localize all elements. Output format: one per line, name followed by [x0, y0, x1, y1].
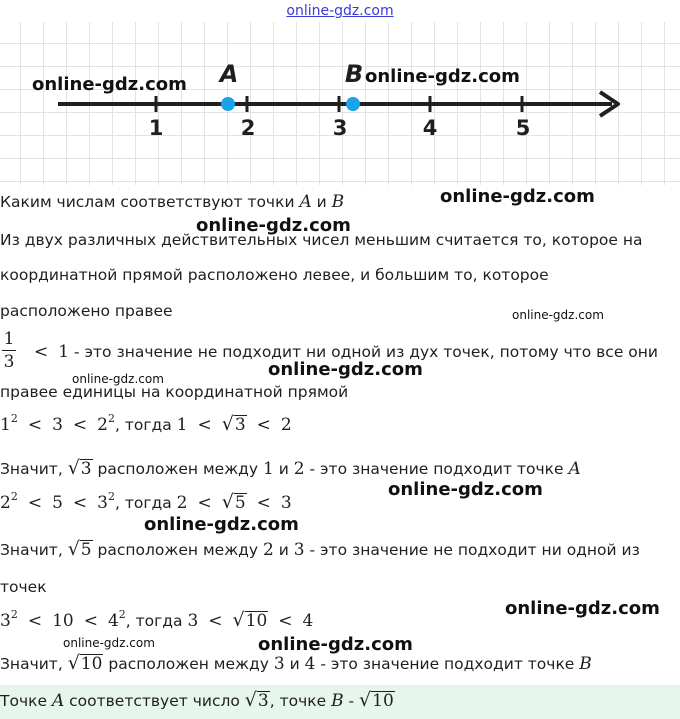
exponent: 2	[107, 412, 115, 425]
value: 1	[263, 459, 274, 479]
point-b-label: B	[344, 60, 364, 88]
point-b-ref: B	[331, 192, 345, 212]
step1-text: - это значение не подходит ни одной из дух точек, потому что все они	[69, 343, 658, 361]
radicand: 10	[372, 691, 394, 711]
lt-sign: <	[208, 611, 223, 631]
lt-sign: <	[256, 415, 271, 435]
point-ref: B	[331, 691, 344, 711]
value: 5	[52, 493, 63, 513]
radicand: 3	[80, 459, 92, 479]
value: 4	[304, 654, 316, 674]
question-text: Каким числам соответствуют точки	[0, 193, 300, 211]
fraction-one-third	[2, 328, 16, 373]
value: 1	[176, 415, 188, 435]
text: - это значение подходит точке	[304, 460, 569, 478]
radicand: 10	[80, 654, 103, 674]
rule-line-1: Из двух различных действительных чисел меньшим считается то, которое на	[0, 231, 643, 249]
watermark: online-gdz.com	[32, 74, 187, 95]
step1-line	[24, 342, 658, 362]
lt-sign: <	[83, 611, 98, 631]
lt-sign: <	[27, 493, 43, 513]
point-ref: A	[568, 459, 581, 479]
point-ref: A	[51, 691, 65, 711]
lt-sign: <	[256, 493, 271, 513]
text: Значит,	[0, 655, 68, 673]
tick-label-5: 5	[515, 116, 531, 140]
text: -	[343, 692, 360, 710]
point-b	[346, 97, 360, 111]
sqrt-expression: √ 10	[359, 689, 394, 711]
text: и	[273, 460, 294, 478]
lt-sign: <	[72, 493, 88, 513]
base: 2	[0, 493, 11, 513]
text: Значит,	[0, 541, 68, 559]
watermark: online-gdz.com	[144, 514, 299, 535]
value: 2	[293, 459, 305, 479]
watermark: online-gdz.com	[440, 186, 595, 207]
point-ref: B	[579, 654, 592, 674]
point-a-ref: A	[299, 192, 312, 212]
base: 4	[107, 611, 119, 631]
radicand: 5	[80, 540, 92, 560]
rule-line-3: расположено правее	[0, 302, 173, 320]
exponent: 2	[10, 608, 18, 621]
lt-sign: <	[72, 415, 88, 435]
point-a	[221, 97, 235, 111]
text: расположен между	[92, 541, 263, 559]
radicand: 3	[257, 691, 269, 711]
step4-line	[0, 608, 313, 632]
step2-line	[0, 412, 292, 436]
sqrt-expression: √ 10	[67, 652, 103, 674]
then-text: , тогда	[114, 416, 177, 434]
text: - это значение подходит точке	[315, 655, 580, 673]
conclusion-3	[0, 654, 592, 675]
watermark: online-gdz.com	[63, 636, 155, 650]
lt-sign: <	[34, 342, 49, 362]
value: 3	[273, 654, 285, 674]
text: Значит,	[0, 460, 68, 478]
watermark: online-gdz.com	[196, 215, 351, 236]
text: , точке	[269, 692, 332, 710]
lt-sign: <	[27, 415, 43, 435]
fraction-numerator: 1	[3, 329, 15, 349]
value: 3	[280, 493, 292, 513]
number-line-figure	[0, 22, 680, 185]
watermark: online-gdz.com	[365, 66, 520, 87]
base: 2	[97, 415, 108, 435]
conclusion-2-line-2: точек	[0, 578, 47, 596]
fraction-denominator: 3	[3, 352, 15, 372]
point-a-label: A	[219, 60, 239, 88]
site-link[interactable]: online-gdz.com	[286, 3, 394, 19]
rule-line-2: координатной прямой расположено левее, и большим то, которое	[0, 266, 549, 284]
base: 1	[0, 415, 11, 435]
question-line	[0, 192, 344, 212]
value: 3	[293, 540, 305, 560]
radicand: 3	[234, 415, 246, 435]
conclusion-2	[0, 540, 640, 561]
answer-line	[0, 691, 395, 712]
exponent: 2	[118, 608, 126, 621]
tick-label-1: 1	[148, 116, 164, 140]
value: 3	[52, 415, 63, 435]
lt-sign: <	[27, 611, 43, 631]
step3-line	[0, 490, 292, 514]
exponent: 2	[107, 490, 115, 503]
exponent: 2	[10, 412, 18, 425]
step1-line-2: правее единицы на координатной прямой	[0, 383, 349, 401]
sqrt-expression: √ 5	[221, 491, 246, 513]
sqrt-expression: √ 3	[244, 689, 269, 711]
conjunction: и	[311, 193, 332, 211]
tick-label-2: 2	[240, 116, 256, 140]
text: расположен между	[103, 655, 274, 673]
value-one: 1	[58, 342, 70, 362]
conclusion-1	[0, 459, 581, 480]
watermark: online-gdz.com	[268, 359, 423, 380]
value: 2	[280, 415, 292, 435]
text: - это значение не подходит ни одной из	[304, 541, 640, 559]
watermark: online-gdz.com	[388, 479, 543, 500]
radicand: 10	[245, 611, 268, 631]
then-text: , тогда	[114, 494, 177, 512]
value: 10	[52, 611, 74, 631]
watermark: online-gdz.com	[512, 308, 604, 322]
watermark: online-gdz.com	[505, 598, 660, 619]
tick-label-3: 3	[332, 116, 348, 140]
text: и	[284, 655, 305, 673]
sqrt-expression: √ 5	[67, 538, 92, 560]
tick-label-4: 4	[422, 116, 438, 140]
number-line-svg	[0, 22, 680, 185]
base: 3	[97, 493, 108, 513]
then-text: , тогда	[125, 612, 188, 630]
text: расположен между	[92, 460, 263, 478]
text: и	[273, 541, 294, 559]
exponent: 2	[10, 490, 18, 503]
sqrt-expression: √ 10	[232, 609, 268, 631]
sqrt-expression: √ 3	[221, 413, 246, 435]
lt-sign: <	[197, 493, 212, 513]
lt-sign: <	[278, 611, 293, 631]
radicand: 5	[234, 493, 246, 513]
value: 4	[302, 611, 314, 631]
value: 3	[187, 611, 199, 631]
watermark: online-gdz.com	[72, 372, 164, 386]
value: 2	[263, 540, 274, 560]
watermark: online-gdz.com	[258, 634, 413, 655]
text: соответствует число	[64, 692, 245, 710]
value: 2	[176, 493, 188, 513]
base: 3	[0, 611, 11, 631]
text: Точке	[0, 692, 52, 710]
lt-sign: <	[197, 415, 212, 435]
sqrt-expression: √ 3	[67, 457, 92, 479]
